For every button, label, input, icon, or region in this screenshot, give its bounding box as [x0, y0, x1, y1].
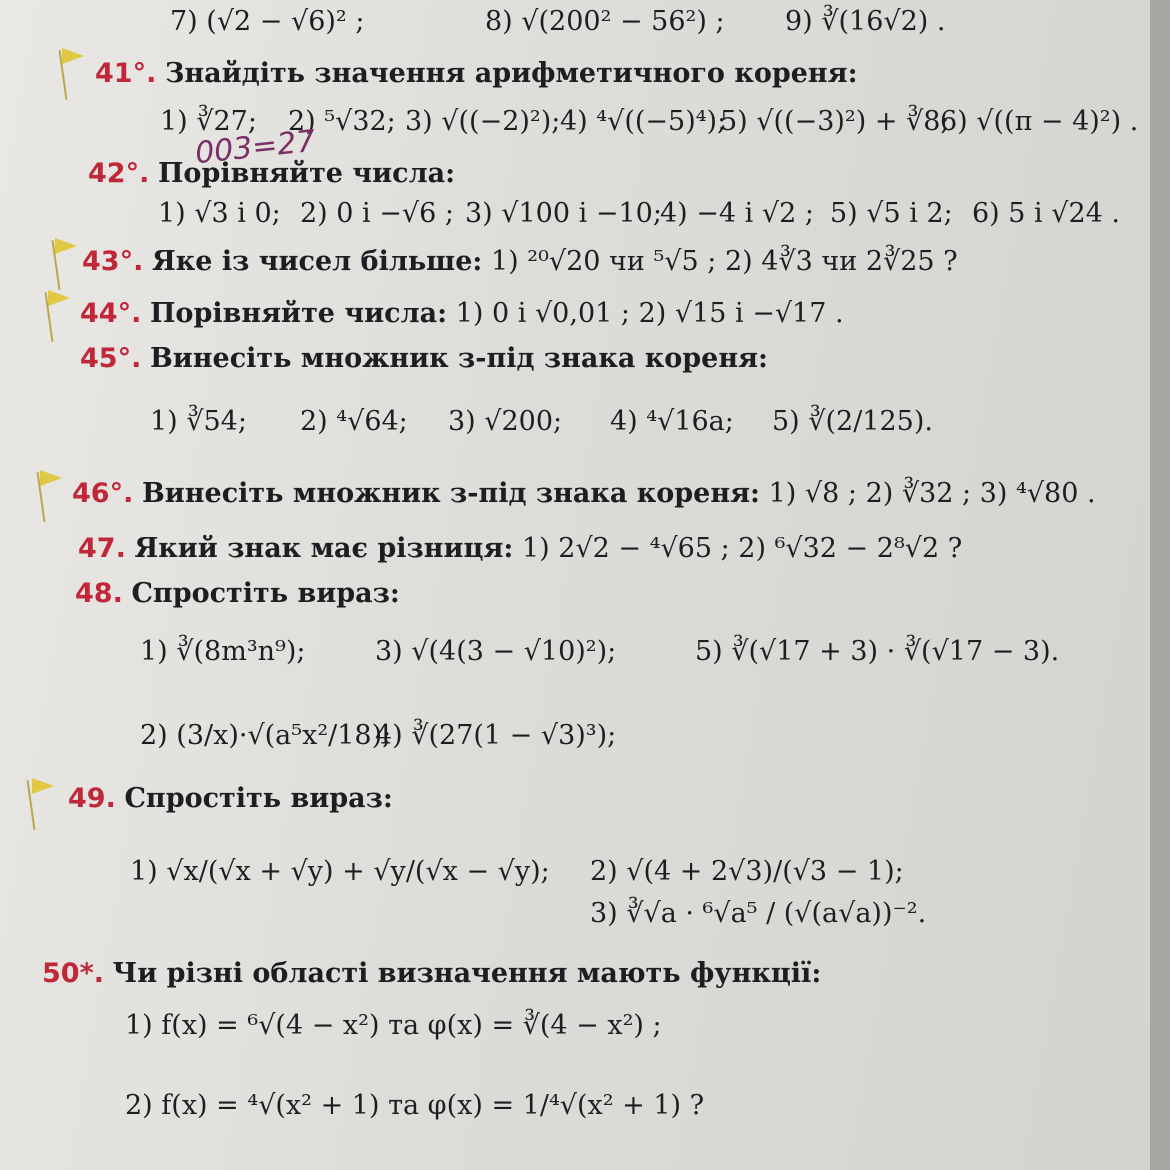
problem-title: Спростіть вираз: [131, 578, 400, 609]
problem-49-item-3: 3) ∛√a · ⁶√a⁵ / (√(a√a))⁻². [590, 898, 927, 929]
top-item-7: 7) (√2 − √6)² ; [170, 6, 365, 37]
page-edge [1150, 0, 1170, 1170]
top-item-9: 9) ∛(16√2) . [785, 6, 946, 37]
problem-number: 44°. [80, 298, 142, 329]
problem-48-header [75, 580, 400, 607]
problem-42-item-1: 1) √3 і 0; [158, 198, 281, 229]
problem-title: Який знак має різниця: [134, 533, 514, 564]
problem-48-item-5: 5) ∛(√17 + 3) · ∛(√17 − 3). [695, 636, 1060, 667]
problem-44-header [80, 300, 844, 327]
problem-41-header [95, 60, 858, 87]
problem-46-header [72, 480, 1096, 507]
bookmark-flag-icon [55, 238, 77, 254]
problem-48-item-2: 2) (3/x)·√(a⁵x²/18); [140, 720, 392, 751]
problem-42-item-3: 3) √100 і −10; [465, 198, 662, 229]
problem-46-item-2: 2) ∛32 ; [865, 478, 972, 509]
bookmark-flag-icon [48, 290, 70, 306]
problem-42-header [88, 160, 455, 187]
problem-number: 45°. [80, 343, 142, 374]
bookmark-flag-icon [62, 48, 84, 64]
problem-number: 43°. [82, 246, 144, 277]
problem-45-header [80, 345, 768, 372]
problem-title: Яке із чисел більше: [151, 246, 483, 277]
problem-49-header [68, 785, 393, 812]
problem-43-item-2: 2) 4∛3 чи 2∛25 ? [724, 246, 958, 277]
problem-title: Винесіть множник з-під знака кореня: [141, 478, 761, 509]
problem-48-item-4: 4) ∛(27(1 − √3)³); [375, 720, 617, 751]
problem-49-item-2: 2) √(4 + 2√3)/(√3 − 1); [590, 856, 904, 887]
problem-49-item-1: 1) √x/(√x + √y) + √y/(√x − √y); [130, 856, 550, 887]
problem-42-item-2: 2) 0 і −√6 ; [300, 198, 454, 229]
problem-41-item-6: 6) √((π − 4)²) . [940, 106, 1139, 137]
problem-45-item-3: 3) √200; [448, 406, 563, 437]
handwritten-note: 003=27 [193, 123, 318, 172]
problem-number: 47. [78, 533, 126, 564]
problem-44-item-1: 1) 0 і √0,01 ; [455, 298, 630, 329]
problem-45-item-4: 4) ⁴√16a; [610, 406, 734, 437]
problem-43-header [82, 248, 958, 275]
problem-42-item-6: 6) 5 і √24 . [972, 198, 1120, 229]
problem-title: Спростіть вираз: [124, 783, 393, 814]
problem-46-item-1: 1) √8 ; [768, 478, 857, 509]
problem-48-item-1: 1) ∛(8m³n⁹); [140, 636, 306, 667]
problem-42-item-4: 4) −4 і √2 ; [660, 198, 814, 229]
problem-title: Чи різні області визначення мають функції: [112, 958, 822, 989]
problem-number: 46°. [72, 478, 134, 509]
problem-47-item-2: 2) ⁶√32 − 2⁸√2 ? [738, 533, 963, 564]
problem-number: 49. [68, 783, 116, 814]
problem-50-item-2: 2) f(x) = ⁴√(x² + 1) та φ(x) = 1/⁴√(x² + 1) ? [125, 1090, 705, 1121]
problem-43-item-1: 1) ²⁰√20 чи ⁵√5 ; [490, 246, 717, 277]
problem-44-item-2: 2) √15 і −√17 . [638, 298, 844, 329]
problem-41-item-1: 1) ∛27; [160, 106, 257, 137]
problem-41-item-5: 5) √((−3)²) + ∛8; [720, 106, 950, 137]
problem-47-header [78, 535, 962, 562]
problem-number: 41°. [95, 58, 157, 89]
problem-45-item-2: 2) ⁴√64; [300, 406, 408, 437]
bookmark-flag-icon [40, 470, 62, 486]
problem-title: Винесіть множник з-під знака кореня: [149, 343, 769, 374]
problem-45-item-1: 1) ∛54; [150, 406, 247, 437]
problem-title: Порівняйте числа: [157, 158, 456, 189]
problem-50-item-1: 1) f(x) = ⁶√(4 − x²) та φ(x) = ∛(4 − x²) ; [125, 1010, 662, 1041]
problem-41-item-4: 4) ⁴√((−5)⁴); [560, 106, 727, 137]
problem-41-item-3: 3) √((−2)²); [405, 106, 561, 137]
problem-48-item-3: 3) √(4(3 − √10)²); [375, 636, 617, 667]
bookmark-flag-icon [32, 778, 54, 794]
problem-number: 42°. [88, 158, 150, 189]
problem-number: 48. [75, 578, 123, 609]
problem-46-item-3: 3) ⁴√80 . [979, 478, 1096, 509]
problem-47-item-1: 1) 2√2 − ⁴√65 ; [521, 533, 730, 564]
problem-42-item-5: 5) √5 і 2; [830, 198, 953, 229]
problem-number: 50*. [42, 958, 104, 989]
problem-41-item-2: 2) ⁵√32; [288, 106, 396, 137]
problem-title: Знайдіть значення арифметичного кореня: [164, 58, 858, 89]
problem-title: Порівняйте числа: [149, 298, 448, 329]
top-item-8: 8) √(200² − 56²) ; [485, 6, 725, 37]
problem-50-header [42, 960, 821, 987]
problem-45-item-5: 5) ∛(2/125). [772, 406, 933, 437]
